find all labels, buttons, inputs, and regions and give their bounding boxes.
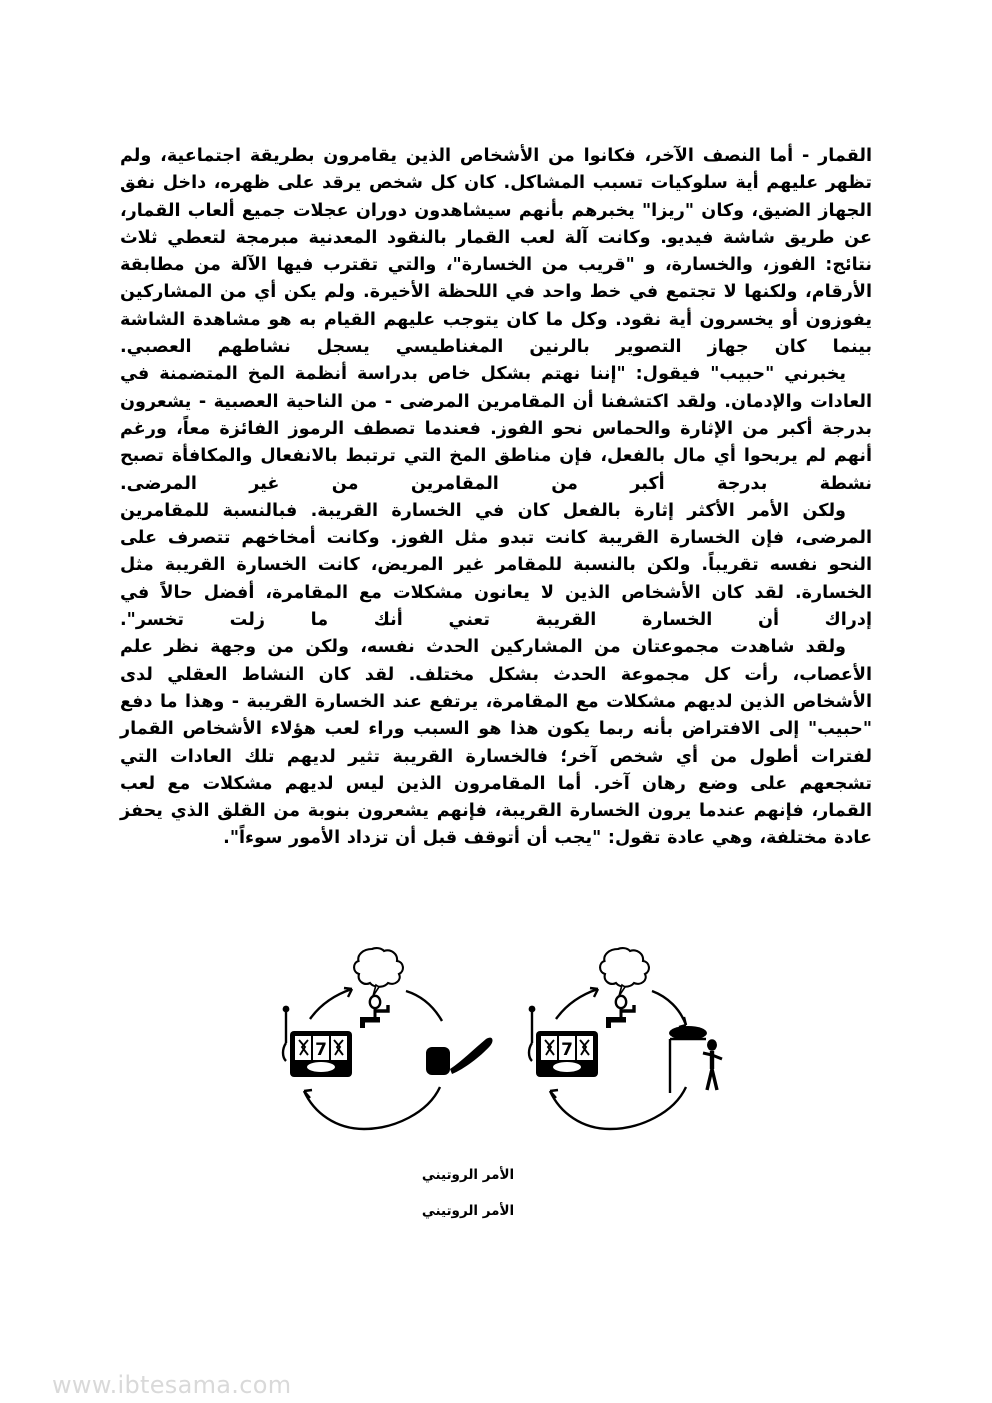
paragraph-2: يخبرني "حبيب" فيقول: "إننا نهتم بشكل خاص بدراسة أنظمة المخ المتضمنة في العادات والإدمان. ولقد اكتشفنا أن المقامرين المرضى - من الناحية العصبية - يشعرون بدرجة أكبر من الإثارة والحماس نحو الفوز. فعندما تصطف الرموز الفائزة معاً، ورغم أنهم لم يربحوا أي مال بالفعل، فإن مناطق المخ التي ترتبط بالانفعال والمكافأة تصبح نشطة بدرجة أكبر من المقامرين من غير المرضى. bbox=[120, 364, 872, 494]
figure-caption-2: الأمر الروتيني bbox=[421, 1203, 515, 1219]
paragraph-1: القمار - أما النصف الآخر، فكانوا من الأشخاص الذين يقامرون بطريقة اجتماعية، ولم تظهر عليهم أية سلوكيات تسبب المشاكل. كان كل شخص يرقد على ظهره، داخل نفق الجهاز الضيق، وكان "ريزا" يخبرهم بأنهم سيشاهدون دوران عجلات جميع ألعاب القمار، عن طريق شاشة فيديو. وكانت آلة لعب القمار بالنقود المعدنية مبرمجة لتعطي ثلاث نتائج: الفوز، والخسارة، و "قريب من الخسارة"، والتي تقترب فيها الآلة من مطابقة الأرقام، ولكنها لا تجتمع في خط واحد في اللحظة الأخيرة. ولم يكن أي من المشاركين يفوزون أو يخسرون أية نقود. وكل ما كان يتوجب عليهم القيام به هو مشاهدة الشاشة بينما كان جهاز التصوير بالرنين المغناطيسي يسجل نشاطهم العصبي. bbox=[120, 146, 872, 358]
person-thinking-icon bbox=[354, 948, 403, 1028]
arrow-reward-to-cue bbox=[304, 1087, 440, 1129]
person-thinking-icon bbox=[600, 948, 649, 1028]
arrow-routine-to-reward bbox=[652, 991, 686, 1025]
arrow-cue-to-routine bbox=[556, 989, 598, 1019]
site-watermark: www.ibtesama.com bbox=[52, 1371, 292, 1399]
habit-loop-diagram: 7 bbox=[266, 935, 726, 1170]
person-leaving-door-icon bbox=[669, 1026, 722, 1093]
paragraph-4: ولقد شاهدت مجموعتان من المشاركين الحدث نفسه، ولكن من وجهة نظر علم الأعصاب، رأت كل مجموعة الحدث بشكل مختلف. لقد كان النشاط العقلي لدى الأشخاص الذين لديهم مشكلات مع المقامرة، يرتفع عند الخسارة القريبة - وهذا ما دفع "حبيب" إلى الافتراض بأنه ربما يكون هذا هو السبب وراء لعب هؤلاء الأشخاص القمار لفترات أطول من أي شخص آخر؛ فالخسارة القريبة تثير لديهم تلك العادات التي تشجعهم على وضع رهان آخر. أما المقامرون الذين ليس لديهم مشكلات مع لعب القمار، فإنهم عندما يرون الخسارة القريبة، فإنهم يشعرون بنوبة من القلق الذي يحفز عادة مختلفة، وهي عادة تقول: "يجب أن أتوقف قبل أن تزداد الأمور سوءاً". bbox=[120, 637, 872, 849]
slot-machine-icon bbox=[283, 1006, 352, 1077]
arrow-reward-to-cue bbox=[550, 1087, 686, 1129]
document-text-body bbox=[120, 143, 872, 853]
figure-captions bbox=[0, 1168, 992, 1240]
habit-loop-figure bbox=[0, 935, 992, 1185]
slot-machine-icon bbox=[529, 1006, 598, 1077]
paragraph-3: ولكن الأمر الأكثر إثارة بالفعل كان في الخسارة القريبة. فبالنسبة للمقامرين المرضى، فإن الخسارة القريبة كانت تبدو مثل الفوز. وكانت أمخاخهم تتصرف على النحو نفسه تقريباً. ولكن بالنسبة للمقامر غير المريض، كانت الخسارة القريبة مثل الخسارة. لقد كان الأشخاص الذين لا يعانون مشكلات مع المقامرة، أفضل حالاً في إدراك أن الخسارة القريبة تعني أنك ما زلت تخسر". bbox=[120, 500, 872, 631]
arrow-cue-to-routine bbox=[310, 989, 352, 1019]
habit-loop-left bbox=[283, 948, 493, 1129]
habit-loop-right bbox=[529, 948, 722, 1129]
money-cash-icon bbox=[426, 1038, 493, 1075]
arrow-routine-to-reward bbox=[406, 991, 442, 1021]
figure-caption-1: الأمر الروتيني bbox=[421, 1167, 515, 1183]
